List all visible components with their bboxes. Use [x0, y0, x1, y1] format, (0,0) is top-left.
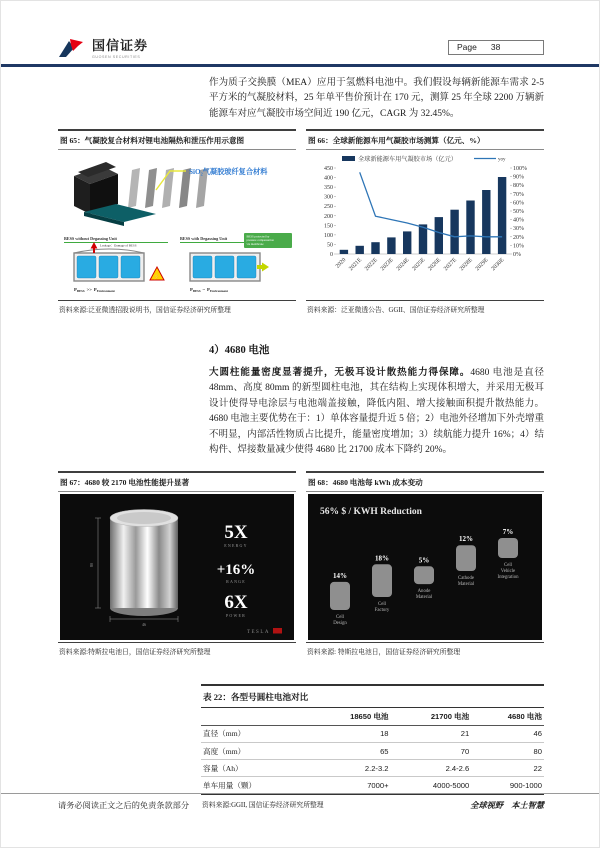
column-header	[201, 707, 310, 725]
left-axis-tick: 150	[324, 223, 333, 230]
market-bar	[450, 210, 458, 254]
x-axis-label: 2030E	[490, 257, 506, 273]
figure-67-title: 图 67：4680 较 2170 电池性能提升显著	[58, 471, 296, 492]
left-axis-tick: 450	[324, 165, 333, 172]
cost-category-label: Factory	[374, 607, 390, 613]
table-cell: 2.4-2.6	[391, 760, 472, 777]
brand-text	[92, 35, 148, 59]
cost-category-label: Integration	[497, 574, 519, 580]
page-label: Page	[457, 42, 477, 52]
cost-percent-label: 7%	[502, 527, 514, 536]
cost-reduction-chart	[306, 492, 544, 642]
table-cell: 65	[310, 743, 391, 760]
section-paragraph	[209, 366, 544, 459]
panel-heading: BESS with Degassing Unit	[180, 235, 228, 241]
cost-percent-label: 14%	[333, 571, 347, 580]
left-axis-tick: 100	[324, 232, 333, 239]
market-bar	[498, 177, 506, 254]
market-bar	[340, 250, 348, 254]
figure-66	[306, 129, 544, 318]
disclaimer-text: 请务必阅读正文之后的免责条款部分	[58, 801, 190, 810]
figure-68-source: 资料来源: 特斯拉电池日，国信证券经济研究所整理	[306, 642, 544, 660]
right-axis-tick: 100%	[513, 165, 527, 172]
brand-name-cn: 国信证券	[92, 38, 149, 53]
brand-logo	[58, 35, 148, 59]
x-axis-label: 2021E	[348, 257, 364, 273]
right-axis-tick: 40%	[513, 217, 524, 224]
stat-label: ENERGY	[224, 542, 248, 548]
cost-category-label: Anode	[417, 588, 431, 594]
market-bar	[466, 200, 474, 254]
table-cell: 21	[391, 725, 472, 742]
right-axis-tick: 60%	[513, 200, 524, 207]
panel-heading: BESS without Degassing Unit	[64, 235, 117, 241]
market-bar	[387, 237, 395, 254]
market-bar	[371, 242, 379, 254]
left-axis-tick: 400	[324, 175, 333, 182]
cylindrical-battery-comparison-table	[201, 707, 544, 795]
cost-cell-shape	[456, 545, 476, 571]
bar-legend-swatch	[342, 156, 355, 161]
table-cell: 单车用量（颗）	[201, 777, 310, 794]
stat-value: 5X	[224, 521, 248, 543]
table-22-source: 资料来源:GGII, 国信证券经济研究所整理	[202, 801, 324, 809]
stat-value: 6X	[224, 591, 248, 613]
x-axis-label: 2028E	[458, 257, 474, 273]
page-header	[1, 1, 599, 59]
table-cell: 70	[391, 743, 472, 760]
cost-category-label: Cell	[504, 562, 512, 568]
table-22-block	[201, 684, 544, 809]
cost-cell-shape	[498, 538, 518, 558]
cost-category-label: Cell	[378, 601, 386, 607]
left-axis-tick: 300	[324, 194, 333, 201]
figure-67-content	[58, 492, 296, 642]
x-axis-label: 2023E	[379, 257, 395, 273]
figure-65-content	[58, 150, 296, 300]
table-head	[201, 707, 544, 725]
x-axis-label: 2025E	[411, 257, 427, 273]
battery-cylinder-illustration	[110, 509, 178, 616]
cost-category-label: Design	[333, 620, 347, 626]
right-axis-tick: 90%	[513, 174, 524, 181]
callout-label: SiO₂气凝胶玻纤复合材料	[189, 167, 268, 176]
figure-row-2	[58, 471, 544, 660]
stat-value: +16%	[216, 561, 256, 578]
figure-66-title: 图 66：全球新能源车用气凝胶市场测算（亿元、%）	[306, 129, 544, 150]
right-axis-tick: 50%	[513, 208, 524, 215]
table-row	[201, 777, 544, 794]
protection-note-line: pressure compensation	[246, 238, 274, 243]
cost-percent-label: 18%	[375, 554, 389, 563]
x-axis-label: 2020	[334, 257, 348, 270]
table-cell: 7000+	[310, 777, 391, 794]
table-cell: 22	[471, 760, 544, 777]
market-bar	[403, 231, 411, 254]
aerogel-diagram	[58, 150, 296, 300]
tesla-logo-mark-icon	[273, 628, 282, 634]
page-number-box	[448, 40, 544, 55]
pressure-formula-right: $P_{BESS}$ ~ $P_{Environment}$	[190, 286, 228, 294]
cost-category-label: Material	[457, 581, 475, 587]
cost-category-label: Cell	[336, 614, 344, 620]
column-header: 21700 电池	[391, 707, 472, 725]
x-axis-label: 2026E	[427, 257, 443, 273]
right-axis-tick: 20%	[513, 234, 524, 241]
stat-label: POWER	[226, 612, 246, 618]
cost-percent-label: 12%	[459, 535, 473, 544]
cost-percent-label: 5%	[418, 556, 430, 565]
figure-row-1	[58, 129, 544, 318]
x-axis-label: 2029E	[474, 257, 490, 273]
paragraph-body: 4680 电池是直径 48mm、高度 80mm 的新型圆柱电池，其在结构上实现体积增大，并采用无极耳设计使得导电涂层与电池端盖接触，降低内阻、增大接触面积提升散热能力。4680 电池主要优势在于：1）单体容量提升近 5 倍；2）电池外径增加下外壳增重不明显，内部活性物质占比提升，能量密度增加；3）续航能力提升 16%；4）结构件、焊接数量减少使得 4680 比 21700 成本下降约 20%。	[209, 367, 544, 456]
table-cell: 高度（mm）	[201, 743, 310, 760]
table-row	[201, 743, 544, 760]
right-axis-tick: 30%	[513, 226, 524, 233]
tesla-4680-image	[58, 492, 296, 642]
stat-label: RANGE	[226, 578, 246, 584]
figure-65	[58, 129, 296, 318]
cost-category-label: Material	[415, 594, 433, 600]
guosen-logo-icon	[58, 37, 86, 58]
left-axis-tick: 50	[327, 242, 333, 249]
figure-68	[306, 471, 544, 660]
protection-note-line: BESS protected by	[246, 234, 270, 239]
figure-67-source: 资料来源:特斯拉电池日，国信证券经济研究所整理	[58, 642, 296, 660]
column-header: 4680 电池	[471, 707, 544, 725]
figure-66-source: 资料来源：泛亚微透公告、GGII、国信证券经济研究所整理	[306, 300, 544, 318]
market-bar	[435, 217, 443, 254]
bar-legend-label: 全球新能源车用气凝胶市场（亿元）	[358, 155, 457, 163]
x-axis-label: 2027E	[443, 257, 459, 273]
figure-67	[58, 471, 296, 660]
table-header-row	[201, 707, 544, 725]
table-row	[201, 725, 544, 742]
brand-name-en: GUOSEN SECURITIES	[92, 55, 141, 59]
table-body	[201, 725, 544, 794]
warning-bolt-icon: ⚡	[153, 274, 161, 281]
figure-65-source: 资料来源:泛亚微透招股说明书，国信证券经济研究所整理	[58, 300, 296, 318]
intro-paragraph: 作为质子交换膜（MEA）应用于氢燃料电池中。我们假设每辆新能源车需求 2-5 平方米的气凝胶材料，25 年单平售价预计在 170 元，测算 25 年全球 2200 万辆新能源车对应气凝胶市场空间近 190 亿元，CAGR 为 32.45%。	[209, 77, 544, 120]
cost-category-label: Cathode	[458, 575, 474, 581]
left-axis-tick: 350	[324, 185, 333, 192]
x-axis-label: 2024E	[395, 257, 411, 273]
aerogel-market-chart	[306, 150, 544, 300]
right-axis-tick: 0%	[513, 251, 521, 258]
figure-68-title: 图 68：4680 电池每 kWh 成本变动	[306, 471, 544, 492]
pressure-formula-left: $P_{BESS} >> P_{Environment}$	[74, 286, 115, 294]
market-bar	[356, 246, 364, 254]
paragraph-lead: 大圆柱能量密度显著提升，无极耳设计散热能力得保障。	[209, 367, 471, 378]
table-cell: 80	[471, 743, 544, 760]
footer-row	[1, 794, 599, 811]
x-axis-label: 2022E	[364, 257, 379, 273]
right-axis-tick: 70%	[513, 191, 524, 198]
chart-title: 56% $ / KWH Reduction	[320, 506, 422, 517]
right-axis-tick: 80%	[513, 183, 524, 190]
figure-66-content	[306, 150, 544, 300]
table-row	[201, 760, 544, 777]
figure-65-title: 图 65：气凝胶复合材料对锂电池隔热和泄压作用示意图	[58, 129, 296, 150]
table-cell: 18	[310, 725, 391, 742]
header-rule	[1, 64, 599, 67]
cost-category-label: Vehicle	[500, 568, 516, 574]
diameter-dimension-label: 46	[142, 621, 146, 627]
cost-cell-shape	[372, 564, 392, 597]
height-dimension-label: 80	[89, 562, 94, 567]
table-cell: 直径（mm）	[201, 725, 310, 742]
table-cell: 46	[471, 725, 544, 742]
figure-68-content	[306, 492, 544, 642]
left-axis-tick: 200	[324, 213, 333, 220]
table-cell: 900-1000	[471, 777, 544, 794]
tesla-wordmark: TESLA	[246, 629, 270, 635]
line-legend-label: yoy	[498, 157, 506, 163]
section-heading: 4）4680 电池	[209, 344, 270, 356]
leak-label: Leakage：Damage of BESS	[100, 243, 137, 248]
market-bar	[482, 190, 490, 254]
page-number: 38	[490, 42, 501, 52]
left-axis-tick: 250	[324, 204, 333, 211]
protection-note-line: via membrane	[246, 241, 264, 246]
table-cell: 容量（Ah）	[201, 760, 310, 777]
cost-cell-shape	[414, 566, 434, 584]
table-cell: 4000-5000	[391, 777, 472, 794]
table-cell: 2.2-3.2	[310, 760, 391, 777]
cost-cell-shape	[330, 582, 350, 610]
slogan-text: 全球视野 本土智慧	[470, 801, 544, 810]
right-axis-tick: 10%	[513, 243, 524, 250]
column-header: 18650 电池	[310, 707, 391, 725]
left-axis-tick: 0	[330, 251, 333, 258]
page-footer	[1, 793, 599, 811]
table-22-title: 表 22：各型号圆柱电池对比	[201, 684, 544, 707]
